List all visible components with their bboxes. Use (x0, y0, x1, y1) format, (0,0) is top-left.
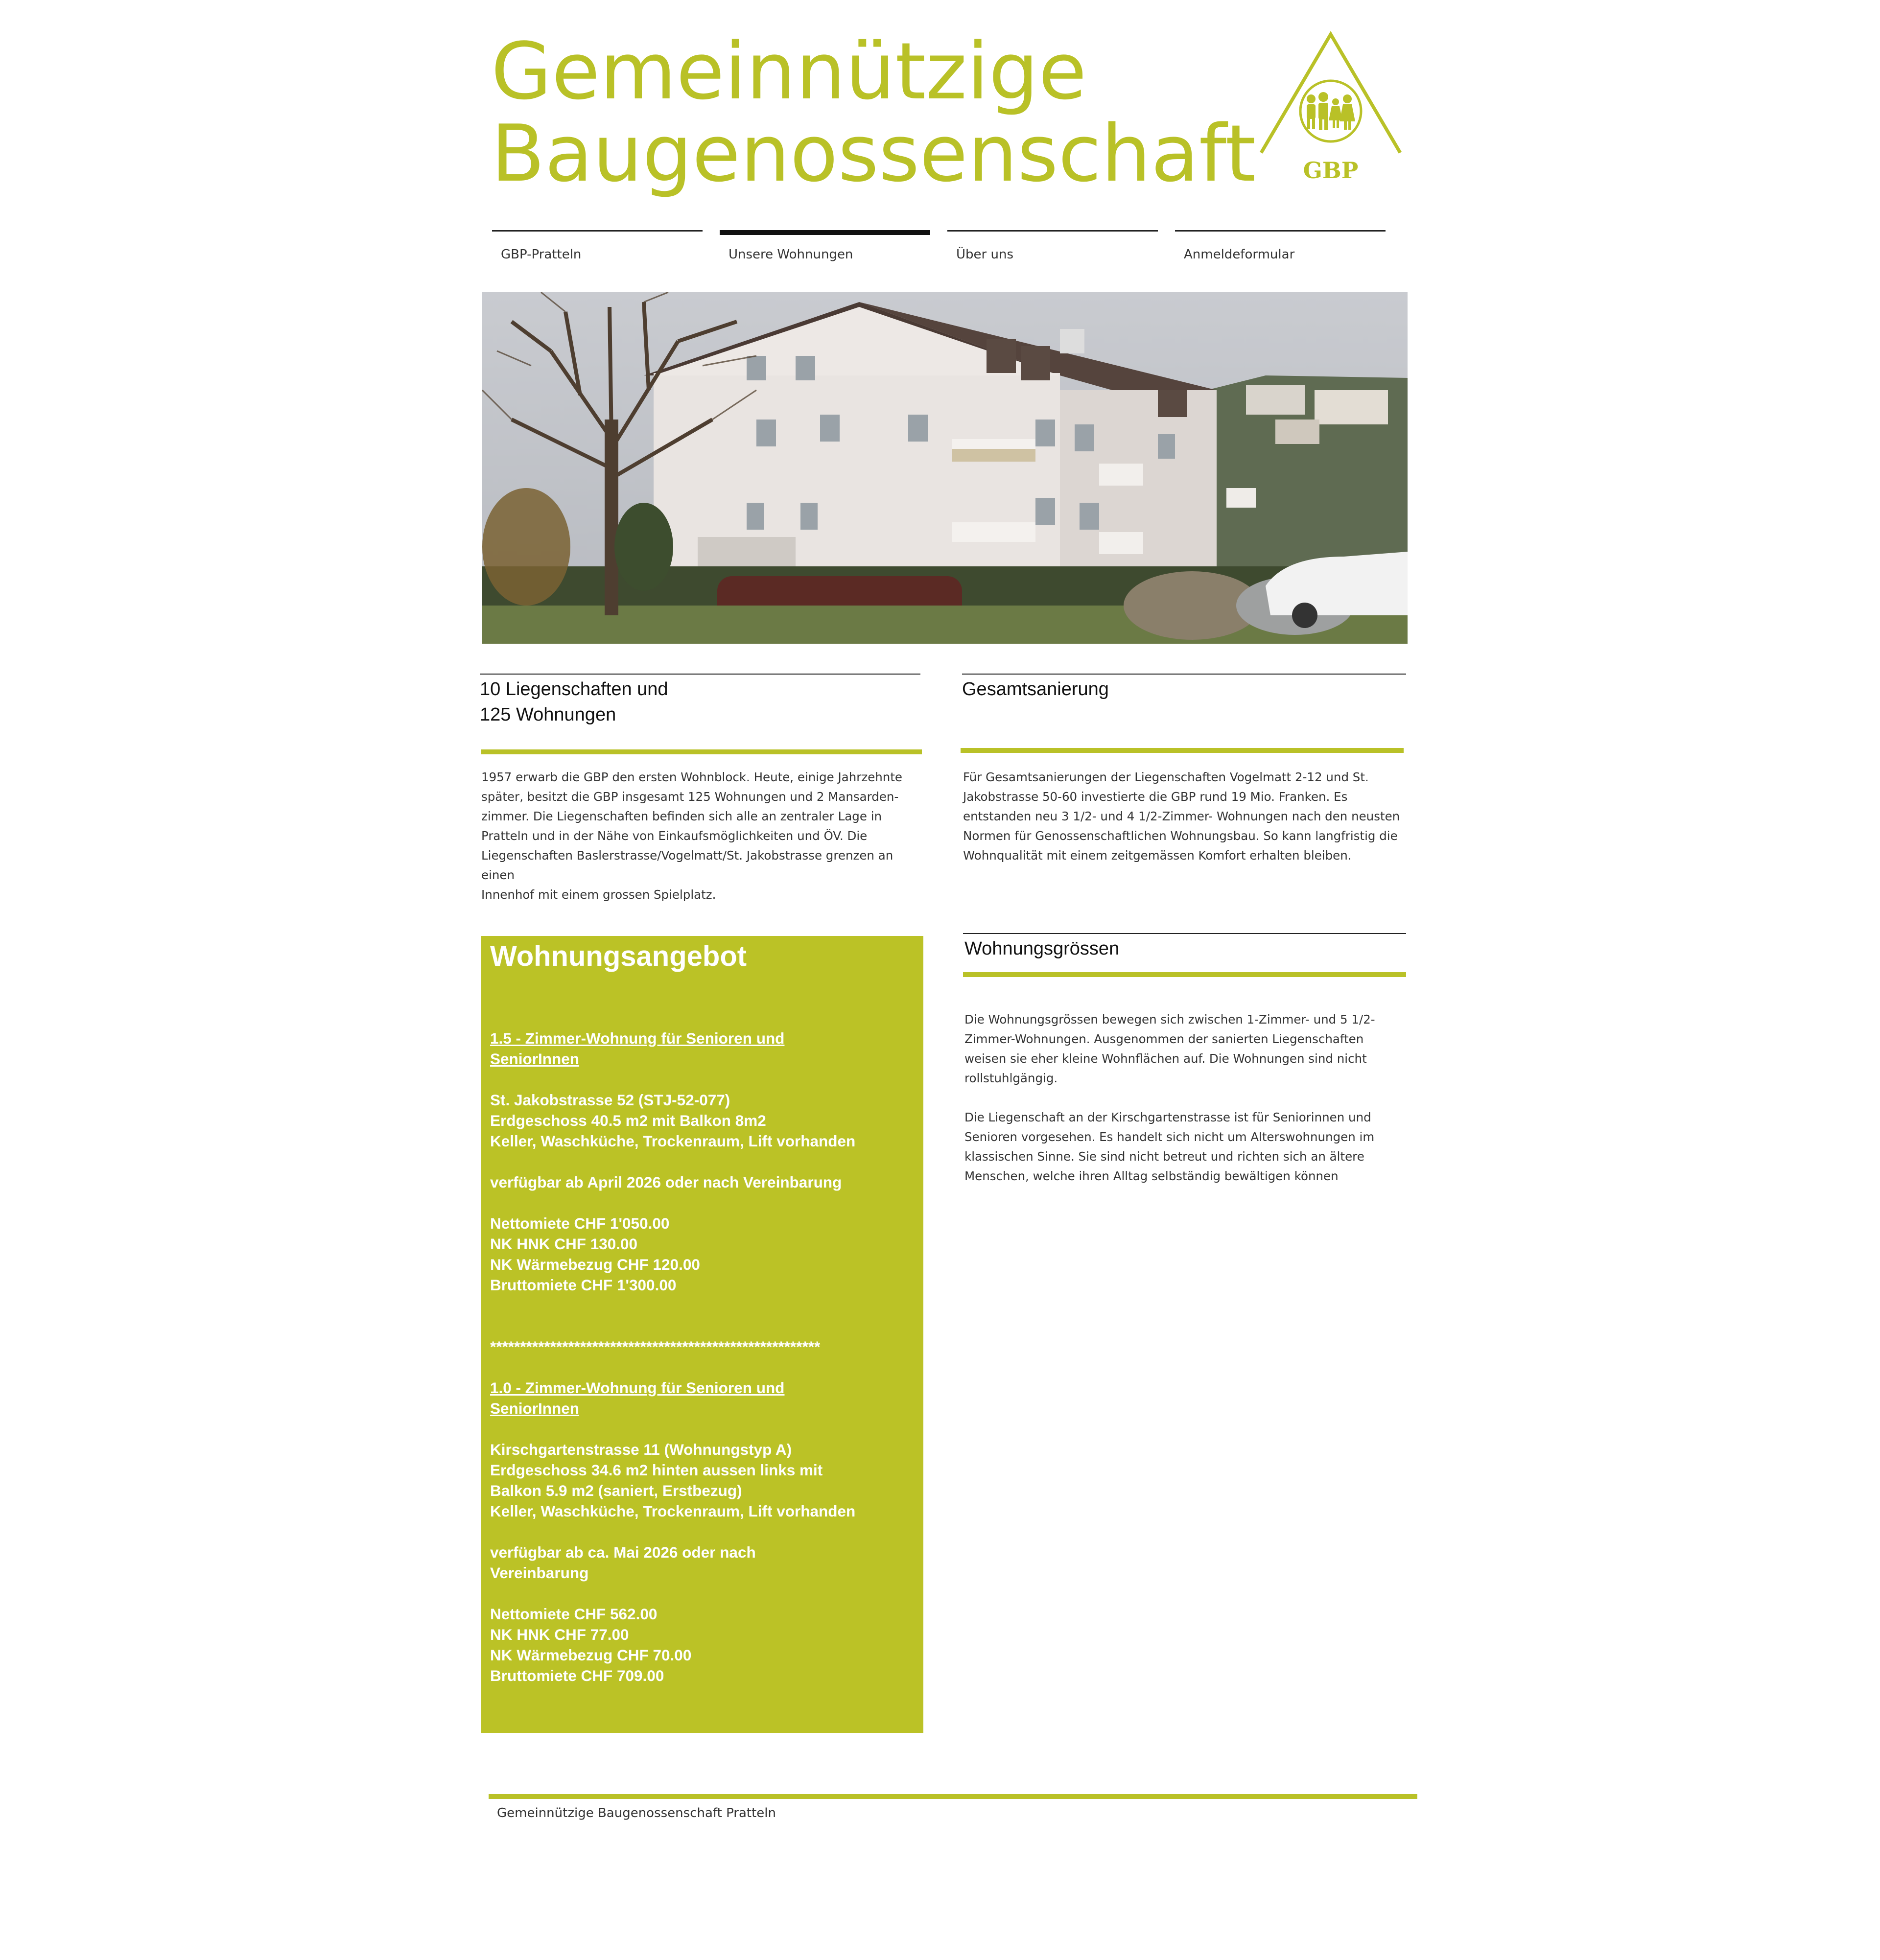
text-line: Menschen, welche ihren Alltag selbständig bewältigen können (964, 1169, 1339, 1183)
text-line: 1957 erwarb die GBP den ersten Wohnblock. Heute, einige Jahrzehnte (481, 770, 903, 784)
offer-line: Erdgeschoss 40.5 m2 mit Balkon 8m2 (490, 1112, 766, 1129)
nav-item-anmeldeformular[interactable] (1175, 230, 1386, 266)
offer-heading-link[interactable]: SeniorInnen (490, 1400, 580, 1417)
hero-image (482, 292, 1408, 644)
text-line: Senioren vorgesehen. Es handelt sich nicht um Alterswohnungen im (964, 1130, 1375, 1144)
divider (480, 674, 920, 675)
offer-title: Wohnungsangebot (490, 940, 747, 972)
wohnungsangebot-box (481, 936, 923, 1733)
text-line: rollstuhlgängig. (964, 1071, 1058, 1085)
text-line: Liegenschaften Baslerstrasse/Vogelmatt/St. Jakobstrasse grenzen an einen (481, 848, 893, 882)
site-title (491, 25, 1256, 199)
heading-line: 10 Liegenschaften und (480, 679, 668, 700)
site-title-line2: Baugenossenschaft (491, 108, 1256, 199)
logo-text: GBP (1303, 157, 1359, 184)
section-text-gesamtsanierung (963, 768, 1406, 865)
accent-divider (481, 749, 922, 754)
text-line: Normen für Genossenschaftlichen Wohnungsbau. So kann langfristig die (963, 829, 1398, 843)
text-line: Wohnqualität mit einem zeitgemässen Komfort erhalten bleiben. (963, 848, 1352, 863)
heading-line: 125 Wohnungen (480, 704, 616, 725)
nav-label: Über uns (956, 247, 1013, 262)
gbp-logo[interactable] (1257, 30, 1404, 192)
offer-line: Erdgeschoss 34.6 m2 hinten aussen links mit (490, 1461, 823, 1479)
section-text-wohnungsgroessen (964, 1010, 1408, 1186)
offer-line: Bruttomiete CHF 1'300.00 (490, 1276, 677, 1294)
footer-text: Gemeinnützige Baugenossenschaft Pratteln (497, 1806, 776, 1820)
text-line: Die Wohnungsgrössen bewegen sich zwischen 1-Zimmer- und 5 1/2- (964, 1012, 1375, 1027)
divider (963, 933, 1406, 934)
footer-divider (489, 1794, 1417, 1799)
site-title-line1: Gemeinnützige (491, 25, 1087, 117)
offer-line: Keller, Waschküche, Trockenraum, Lift vorhanden (490, 1502, 856, 1520)
text-line: Jakobstrasse 50-60 investierte die GBP rund 19 Mio. Franken. Es (963, 790, 1348, 804)
text-line: Die Liegenschaft an der Kirschgartenstrasse ist für Seniorinnen und (964, 1110, 1371, 1124)
offer-line: St. Jakobstrasse 52 (STJ-52-077) (490, 1091, 730, 1109)
offer-line: Nettomiete CHF 1'050.00 (490, 1214, 670, 1232)
divider (962, 674, 1406, 675)
offer-line: Balkon 5.9 m2 (saniert, Erstbezug) (490, 1482, 742, 1499)
section-text-liegenschaften (481, 768, 927, 905)
nav-item-ueber-uns[interactable] (947, 230, 1158, 266)
offer-line: NK HNK CHF 130.00 (490, 1235, 638, 1253)
nav-item-gbp-pratteln[interactable] (492, 230, 703, 266)
text-line (964, 1088, 1408, 1108)
offer-line: Nettomiete CHF 562.00 (490, 1605, 658, 1623)
offer-heading-link[interactable]: 1.0 - Zimmer-Wohnung für Senioren und (490, 1379, 785, 1397)
text-line: Für Gesamtsanierungen der Liegenschaften Vogelmatt 2-12 und St. (963, 770, 1369, 784)
text-line: Innenhof mit einem grossen Spielplatz. (481, 887, 716, 902)
offer-line: Bruttomiete CHF 709.00 (490, 1667, 664, 1684)
text-line: Pratteln und in der Nähe von Einkaufsmöglichkeiten und ÖV. Die (481, 829, 868, 843)
nav-label: GBP-Pratteln (501, 247, 582, 262)
offer-line: Keller, Waschküche, Trockenraum, Lift vorhanden (490, 1132, 856, 1150)
section-heading-wohnungsgroessen: Wohnungsgrössen (964, 938, 1120, 959)
offer-line: verfügbar ab ca. Mai 2026 oder nach (490, 1543, 756, 1561)
nav-item-unsere-wohnungen[interactable] (720, 230, 930, 269)
text-line: weisen sie eher kleine Wohnflächen auf. Die Wohnungen sind nicht (964, 1051, 1367, 1066)
offer-line: NK Wärmebezug CHF 70.00 (490, 1646, 692, 1664)
text-line: Zimmer-Wohnungen. Ausgenommen der sanierten Liegenschaften (964, 1032, 1364, 1046)
accent-divider (963, 972, 1406, 977)
nav-label: Anmeldeformular (1184, 247, 1295, 262)
section-heading-liegenschaften (480, 677, 920, 727)
offer-heading-link[interactable]: SeniorInnen (490, 1050, 580, 1068)
offer-line: Kirschgartenstrasse 11 (Wohnungstyp A) (490, 1441, 792, 1458)
offer-line: NK HNK CHF 77.00 (490, 1626, 629, 1643)
section-heading-gesamtsanierung: Gesamtsanierung (962, 679, 1109, 700)
offer-line: Vereinbarung (490, 1564, 589, 1582)
offer-line: verfügbar ab April 2026 oder nach Vereinbarung (490, 1173, 842, 1191)
text-line: entstanden neu 3 1/2- und 4 1/2-Zimmer- Wohnungen nach den neusten (963, 809, 1400, 823)
nav-label: Unsere Wohnungen (728, 247, 853, 262)
offer-line: NK Wärmebezug CHF 120.00 (490, 1256, 700, 1273)
offer-heading-link[interactable]: 1.5 - Zimmer-Wohnung für Senioren und (490, 1029, 785, 1047)
text-line: später, besitzt die GBP insgesamt 125 Wohnungen und 2 Mansarden- (481, 790, 899, 804)
offer-line: ******************************************************* (490, 1338, 821, 1355)
text-line: zimmer. Die Liegenschaften befinden sich alle an zentraler Lage in (481, 809, 882, 823)
accent-divider (961, 748, 1404, 753)
text-line: klassischen Sinne. Sie sind nicht betreut und richten sich an ältere (964, 1149, 1364, 1164)
